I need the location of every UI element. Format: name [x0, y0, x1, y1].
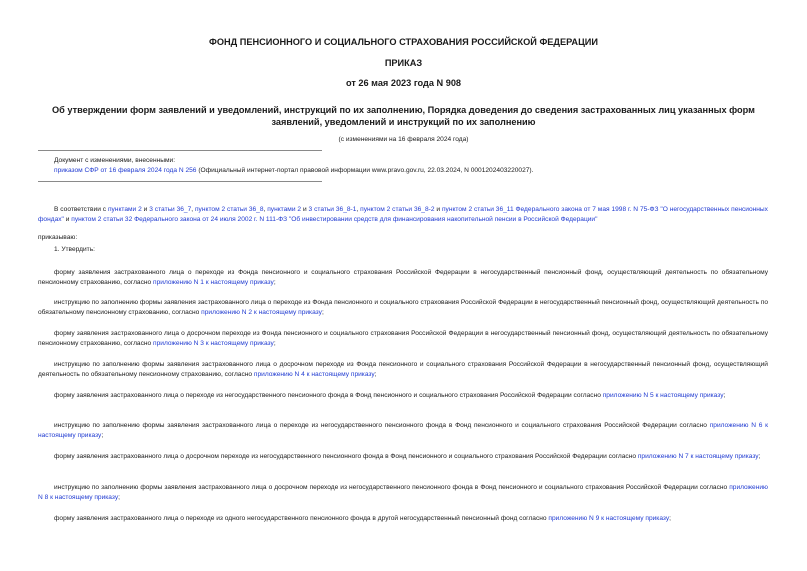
- item-end: ;: [669, 515, 672, 522]
- item-text: форму заявления застрахованного лица о переходе из Фонда пенсионного и социального страхования Российской Федерации в негосударственный пенсионный фонд, осуществляющий деятельность по обязательному пенсионному страхованию, согласно: [38, 269, 768, 286]
- preamble-text: ,: [356, 206, 361, 213]
- item-text: инструкцию по заполнению формы заявления застрахованного лица о досрочном переходе из Фонда пенсионного и социального страхования Российской Федерации в негосударственный пенсионный фонд, осуществляющий деятельность по обязательному пенсионному страхованию, согласно: [38, 361, 768, 378]
- preamble-text: и: [141, 206, 150, 213]
- list-item: [38, 452, 768, 462]
- changes-intro: Документ с изменениями, внесенными:: [54, 157, 176, 164]
- appendix-link[interactable]: приложению N 3 к настоящему приказу: [153, 340, 274, 347]
- document-date-number: от 26 мая 2023 года N 908: [345, 78, 462, 88]
- item-end: ;: [273, 279, 276, 286]
- list-item: [38, 421, 768, 441]
- preamble-text: ,: [191, 206, 195, 213]
- item-end: ;: [273, 340, 276, 347]
- list-item: [38, 329, 768, 349]
- item-text: форму заявления застрахованного лица о переходе из одного негосударственного пенсионного фонда в другой негосударственный пенсионный фонд согласно: [54, 515, 549, 522]
- appendix-link[interactable]: приложению N 9 к настоящему приказу: [548, 515, 670, 522]
- changes-order-link[interactable]: приказом СФР от 16 февраля 2024 года N 256: [54, 167, 197, 174]
- list-item: [38, 391, 768, 401]
- divider-top: [38, 150, 322, 151]
- preamble-link[interactable]: пунктом 2 статьи 36_8-2: [360, 206, 435, 213]
- changes-note: [54, 156, 774, 176]
- preamble-link[interactable]: пунктами 2: [267, 206, 302, 213]
- preamble-link[interactable]: пунктом 2 статьи 36_11 Федерального закона от 7 мая 1998 г. N 75-ФЗ "О негосударственных пенсионных фондах": [38, 206, 768, 223]
- item-text: форму заявления застрахованного лица о досрочном переходе из негосударственного пенсионного фонда в Фонд пенсионного и социального страхования Российской Федерации согласно: [54, 453, 638, 460]
- item-text: инструкцию по заполнению формы заявления застрахованного лица о переходе из негосударственного пенсионного фонда в Фонд пенсионного и социального страхования Российской Федерации согласно: [54, 422, 710, 429]
- preamble-text: и: [63, 216, 72, 223]
- appendix-link[interactable]: приложению N 5 к настоящему приказу: [602, 392, 724, 399]
- order-word: приказываю:: [38, 234, 78, 241]
- item-end: ;: [723, 392, 726, 399]
- list-item: [38, 360, 768, 380]
- item-end: ;: [118, 494, 120, 501]
- preamble-text: и: [301, 206, 309, 213]
- preamble-link[interactable]: пунктом 2 статьи 32 Федерального закона от 24 июля 2002 г. N 111-ФЗ "Об инвестировании средств для финансирования накопительной пенсии в Российской Федерации": [71, 216, 598, 223]
- item-end: ;: [374, 371, 377, 378]
- document-title: Об утверждении форм заявлений и уведомлений, инструкций по их заполнению, Порядка доведения до сведения застрахованных лиц указанных форм заявлений, уведомлений и инструкций по их заполнению: [52, 105, 755, 127]
- list-item: [38, 298, 768, 318]
- list-item: [38, 268, 768, 288]
- list-item: [38, 514, 768, 524]
- item-end: ;: [321, 309, 324, 316]
- preamble-link[interactable]: пунктом 2 статьи 36_8: [194, 206, 264, 213]
- item-text: форму заявления застрахованного лица о переходе из негосударственного пенсионного фонда в Фонд пенсионного и социального страхования Российской Федерации согласно: [54, 392, 603, 399]
- preamble-link[interactable]: пунктами 2: [107, 206, 142, 213]
- item-1-heading: 1. Утвердить:: [54, 246, 95, 253]
- item-text: форму заявления застрахованного лица о досрочном переходе из Фонда пенсионного и социального страхования Российской Федерации в негосударственный пенсионный фонд, осуществляющий деятельность по обязательному пенсионному страхованию, согласно: [38, 330, 768, 347]
- organization-heading: ФОНД ПЕНСИОННОГО И СОЦИАЛЬНОГО СТРАХОВАНИЯ РОССИЙСКОЙ ФЕДЕРАЦИИ: [209, 37, 598, 47]
- preamble-link[interactable]: 3 статьи 36_7: [149, 206, 192, 213]
- appendix-link[interactable]: приложению N 4 к настоящему приказу: [253, 371, 375, 378]
- revision-note: (с изменениями на 16 февраля 2024 года): [338, 136, 469, 143]
- appendix-link[interactable]: приложению N 1 к настоящему приказу: [153, 279, 274, 286]
- item-end: ;: [758, 453, 761, 460]
- preamble-paragraph: [38, 205, 768, 225]
- appendix-link[interactable]: приложению N 8 к настоящему приказу: [38, 484, 768, 501]
- appendix-link[interactable]: приложению N 2 к настоящему приказу: [201, 309, 322, 316]
- changes-line: [54, 166, 774, 176]
- item-text: инструкцию по заполнению формы заявления застрахованного лица о переходе из Фонда пенсионного и социального страхования Российской Федерации в негосударственный пенсионный фонд, осуществляющий деятельность по обязательному пенсионному страхованию, согласно: [38, 299, 768, 316]
- preamble-text: ,: [263, 206, 268, 213]
- appendix-link[interactable]: приложению N 7 к настоящему приказу: [637, 453, 759, 460]
- preamble-text: В соответствии с: [54, 206, 108, 213]
- preamble-link[interactable]: 3 статьи 36_8-1: [308, 206, 357, 213]
- appendix-link[interactable]: приложению N 6 к настоящему приказу: [38, 422, 769, 439]
- divider-bottom: [38, 181, 322, 182]
- preamble-text: и: [434, 206, 442, 213]
- item-text: инструкцию по заполнению формы заявления застрахованного лица о досрочном переходе из негосударственного пенсионного фонда в Фонд пенсионного и социального страхования Российской Федерации согласно: [54, 484, 730, 491]
- document-kind: ПРИКАЗ: [384, 58, 423, 68]
- item-end: ;: [101, 432, 104, 439]
- list-item: [38, 483, 768, 503]
- changes-source: (Официальный интернет-портал правовой информации www.pravo.gov.ru, 22.03.2024, N 0001202403220027).: [196, 167, 534, 174]
